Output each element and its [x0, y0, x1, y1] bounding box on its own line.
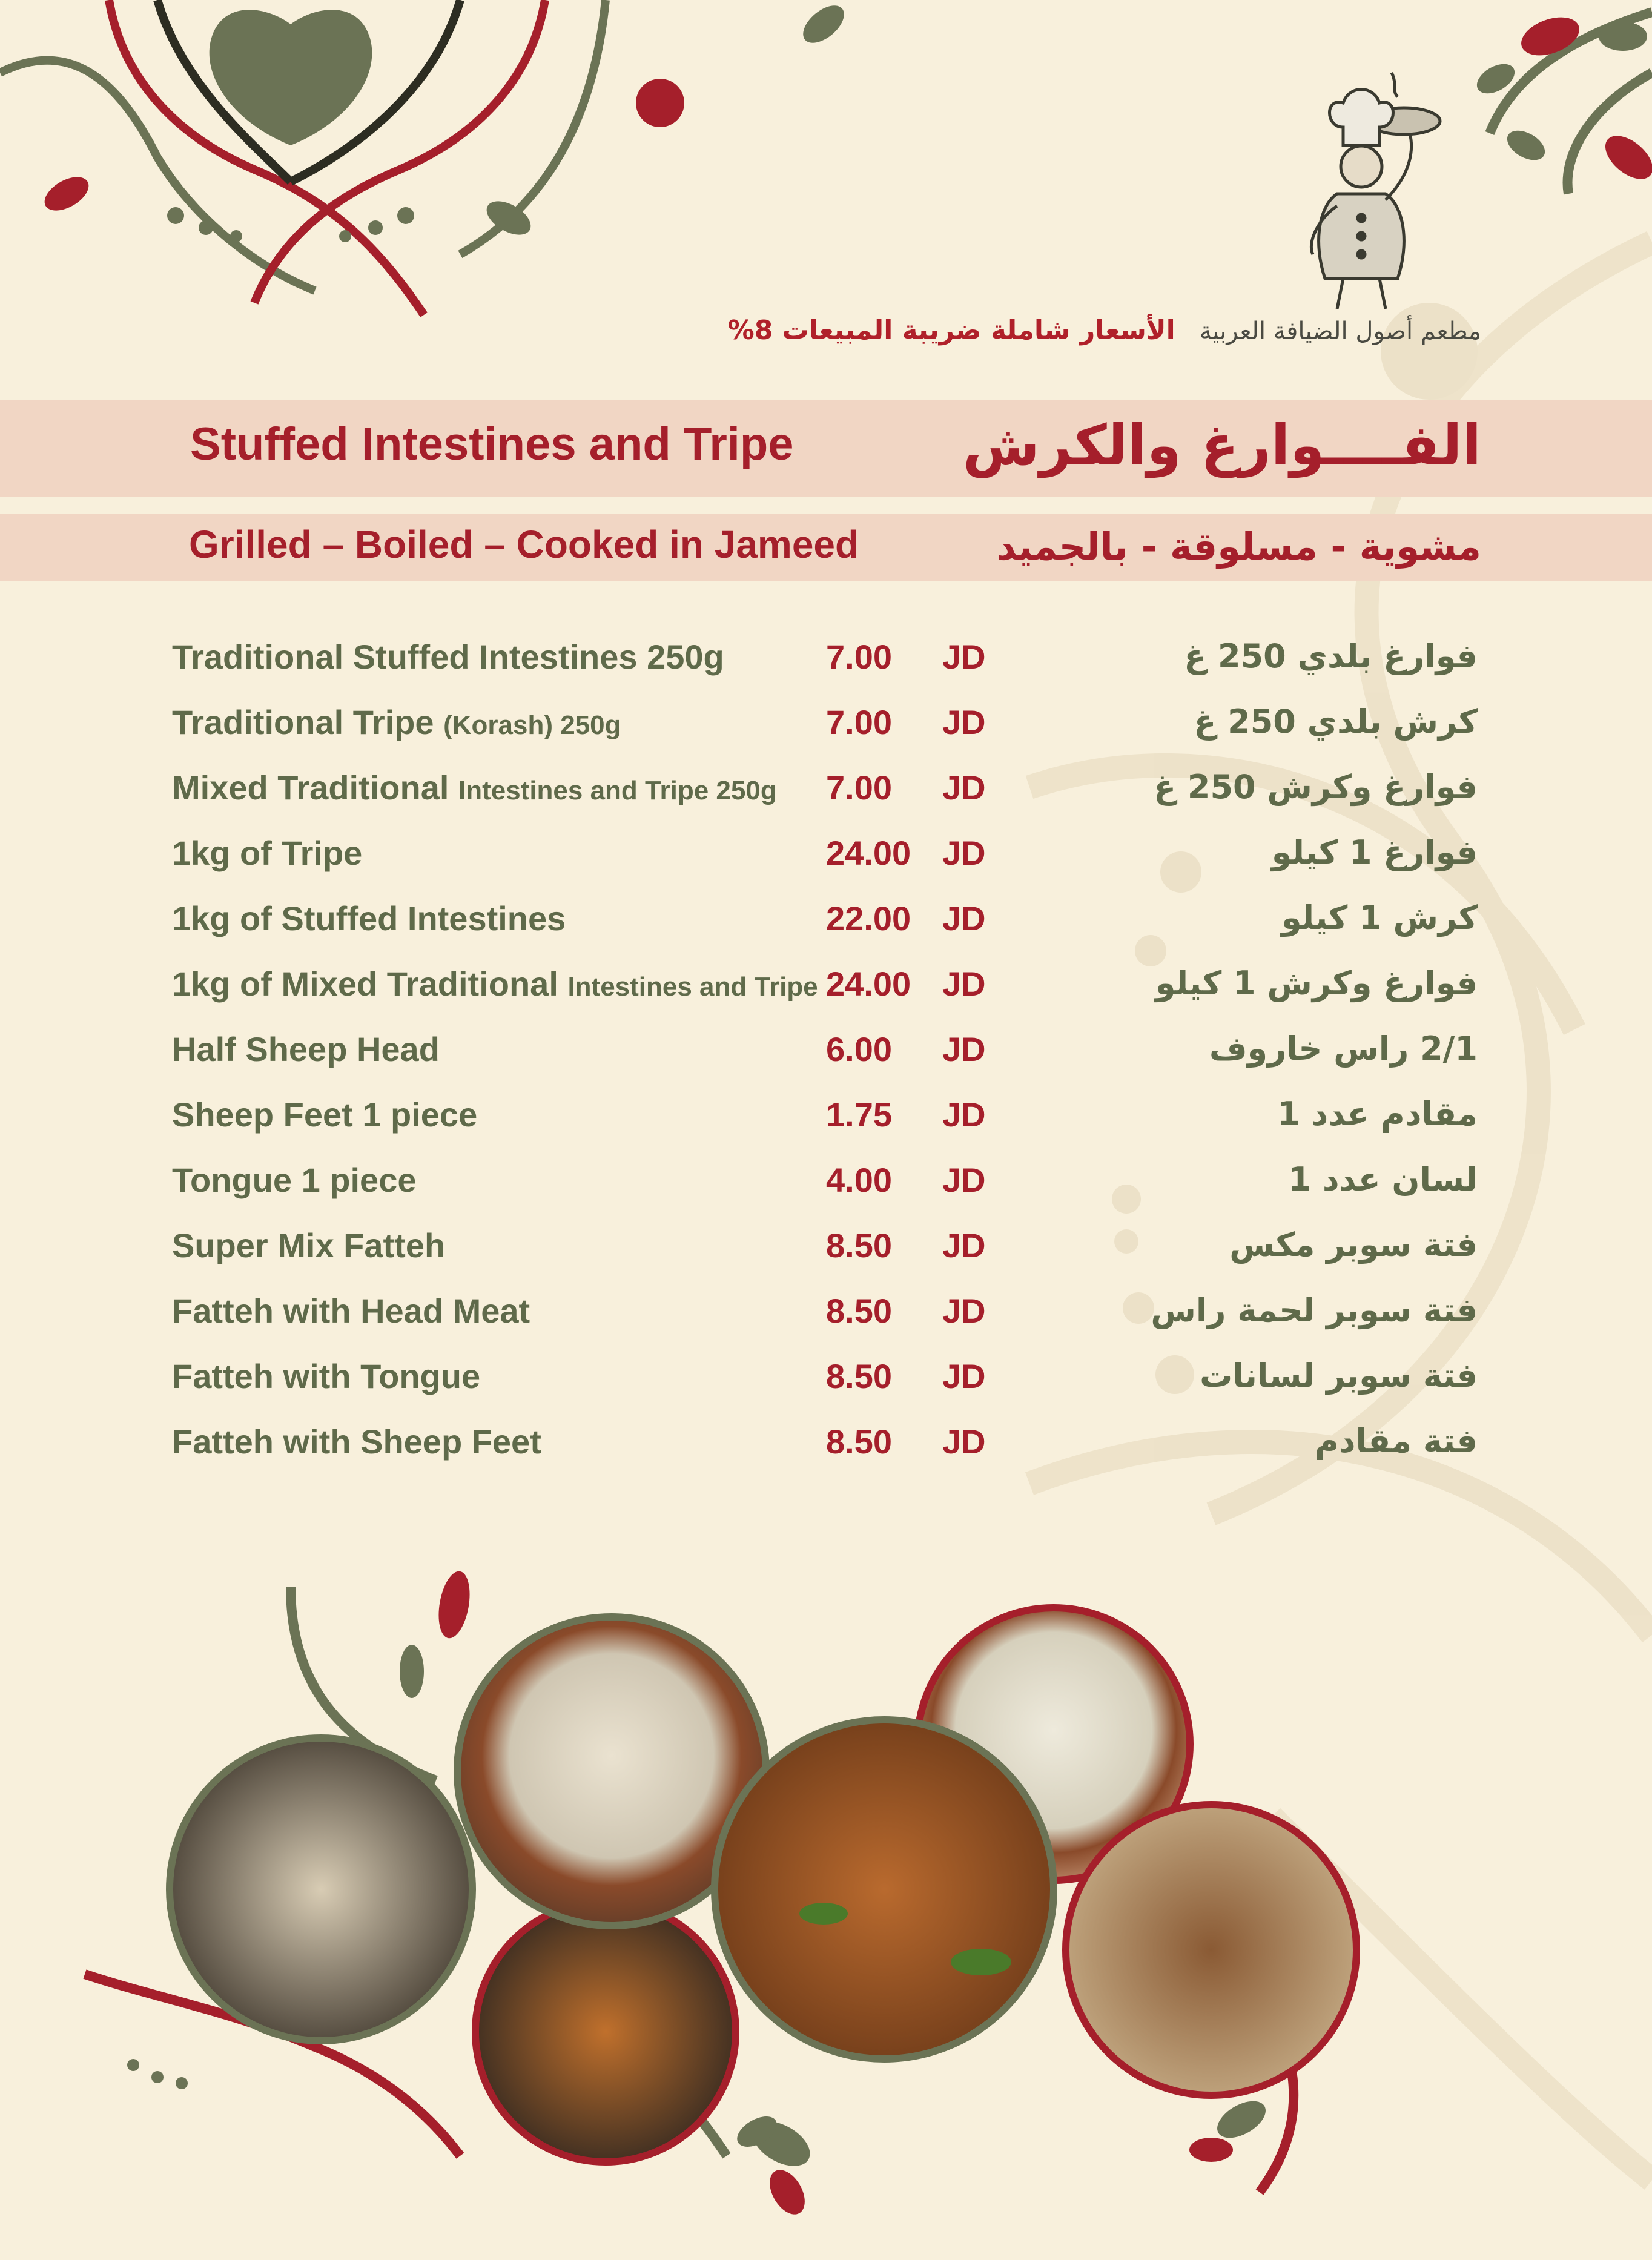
menu-item: [0, 1226, 1652, 1291]
item-currency: JD: [942, 1226, 986, 1264]
item-name-ar: فوارغ وكرش 1 كيلو: [1155, 964, 1478, 1002]
item-name-en: Fatteh with Head Meat: [172, 1292, 530, 1330]
menu-item: [0, 1160, 1652, 1226]
item-price: 1.75: [826, 1095, 892, 1134]
menu-item: [0, 1356, 1652, 1422]
item-name-ar: كرش بلدي 250 غ: [1194, 702, 1478, 741]
item-name-en: 1kg of Mixed Traditional Intestines and Tripe: [172, 965, 818, 1003]
item-currency: JD: [942, 834, 986, 872]
item-price: 24.00: [826, 834, 911, 872]
section-title-en: Stuffed Intestines and Tripe: [190, 418, 794, 470]
item-name-ar: فتة سوبر مكس: [1229, 1226, 1478, 1264]
item-name-ar: فوارغ وكرش 250 غ: [1154, 768, 1478, 806]
item-currency: JD: [942, 638, 986, 676]
item-price: 8.50: [826, 1422, 892, 1461]
item-price: 7.00: [826, 703, 892, 741]
menu-item: [0, 899, 1652, 964]
item-price: 24.00: [826, 965, 911, 1003]
item-name-ar: كرش 1 كيلو: [1281, 899, 1478, 937]
item-price: 4.00: [826, 1161, 892, 1199]
section-title-ar: الفــــوارغ والكرش: [962, 413, 1481, 478]
item-currency: JD: [942, 1357, 986, 1395]
item-price: 7.00: [826, 768, 892, 807]
item-price: 6.00: [826, 1030, 892, 1068]
item-name-en: Tongue 1 piece: [172, 1161, 417, 1199]
item-name-en: Sheep Feet 1 piece: [172, 1095, 478, 1134]
item-currency: JD: [942, 965, 986, 1003]
item-price: 8.50: [826, 1226, 892, 1264]
item-name-en: 1kg of Tripe: [172, 834, 363, 872]
item-currency: JD: [942, 1292, 986, 1330]
section-subtitle-en: Grilled – Boiled – Cooked in Jameed: [189, 523, 859, 566]
chef-logo-icon: [1301, 61, 1446, 315]
item-price: 7.00: [826, 638, 892, 676]
menu-item: [0, 833, 1652, 899]
menu-item: [0, 1422, 1652, 1487]
item-currency: JD: [942, 1422, 986, 1461]
item-name-en: 1kg of Stuffed Intestines: [172, 899, 566, 937]
item-currency: JD: [942, 768, 986, 807]
item-name-ar: فوارغ 1 كيلو: [1271, 833, 1478, 871]
menu-item: [0, 702, 1652, 768]
item-name-en: Fatteh with Tongue: [172, 1357, 481, 1395]
section-subtitle-ar: مشوية - مسلوقة - بالجميد: [996, 524, 1481, 569]
item-name-en: Mixed Traditional Intestines and Tripe 250g: [172, 768, 777, 807]
menu-item: [0, 1029, 1652, 1095]
item-name-en: Super Mix Fatteh: [172, 1226, 446, 1264]
item-price: 22.00: [826, 899, 911, 937]
item-name-ar: فتة مقادم: [1315, 1422, 1478, 1460]
item-name-ar: فوارغ بلدي 250 غ: [1184, 637, 1478, 675]
food-photo-collage: [0, 1550, 1652, 2260]
item-currency: JD: [942, 1161, 986, 1199]
item-name-en: Fatteh with Sheep Feet: [172, 1422, 541, 1461]
menu-item: [0, 1291, 1652, 1356]
item-name-en: Half Sheep Head: [172, 1030, 440, 1068]
item-currency: JD: [942, 703, 986, 741]
item-name-en: Traditional Stuffed Intestines 250g: [172, 638, 724, 676]
item-name-ar: 2/1 راس خاروف: [1209, 1029, 1478, 1068]
menu-item: [0, 1095, 1652, 1160]
item-name-en: Traditional Tripe (Korash) 250g: [172, 703, 621, 741]
item-name-ar: لسان عدد 1: [1288, 1160, 1478, 1198]
menu-item: [0, 964, 1652, 1029]
menu-item: [0, 768, 1652, 833]
item-currency: JD: [942, 1095, 986, 1134]
item-currency: JD: [942, 1030, 986, 1068]
tax-note: الأسعار شاملة ضريبة المبيعات 8%: [727, 315, 1175, 346]
header-line: [728, 315, 1481, 346]
item-price: 8.50: [826, 1357, 892, 1395]
item-name-ar: مقادم عدد 1: [1277, 1095, 1478, 1133]
item-price: 8.50: [826, 1292, 892, 1330]
menu-item: [0, 637, 1652, 702]
item-currency: JD: [942, 899, 986, 937]
item-name-ar: فتة سوبر لحمة راس: [1151, 1291, 1478, 1329]
restaurant-name: مطعم أصول الضيافة العربية: [1199, 317, 1481, 345]
item-name-ar: فتة سوبر لسانات: [1200, 1356, 1478, 1395]
